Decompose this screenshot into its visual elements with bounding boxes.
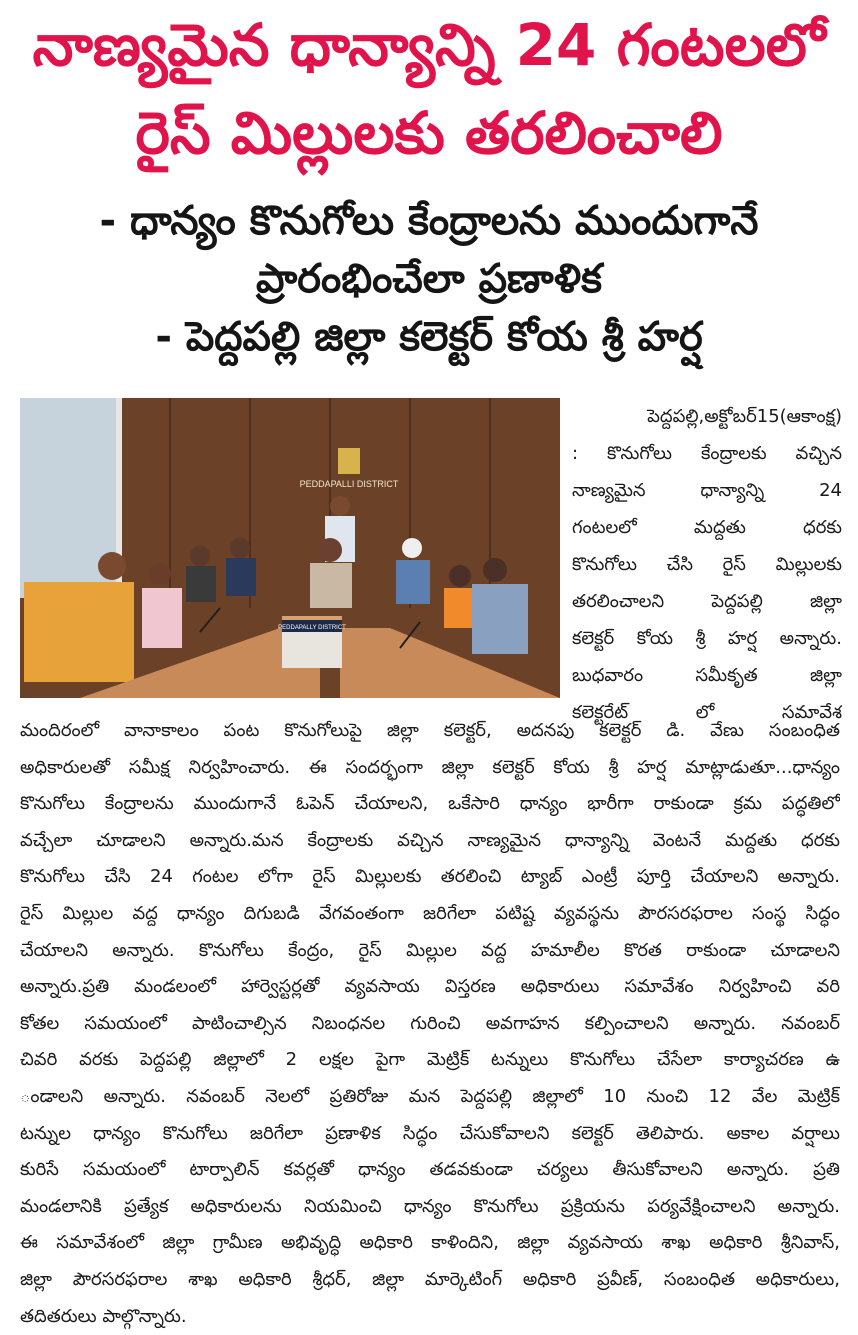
text-line-last: తదితరులు పాల్గొన్నారు. bbox=[20, 1299, 840, 1335]
text-line: మండలానికి ప్రత్యేక అధికారులను నియమించి ధాన్యం కొనుగోలు ప్రక్రియను పర్యవేక్షించాలని అన్నారు. bbox=[20, 1189, 840, 1226]
text-line: గంటలలో మద్దతు ధరకు bbox=[572, 509, 842, 546]
text-line: ండాలని అన్నారు. నవంబర్ నెలలో ప్రతిరోజు మన పెద్దపల్లి జిల్లాలో 10 నుంచి 12 వేల మెట్రిక్ bbox=[20, 1079, 840, 1116]
subheading-1: - ధాన్యం కొనుగోలు కేంద్రాలను ముందుగానే bbox=[0, 201, 858, 241]
text-line: చివరి వరకు పెద్దపల్లి జిల్లాలో 2 లక్షల పైగా మెట్రిక్ టన్నులు కొనుగోలు చేసేలా కార్యాచరణ ఉ bbox=[20, 1042, 840, 1079]
text-line: కురిసే సమయంలో టార్పాలిన్ కవర్లతో ధాన్యం తడవకుండా చర్యలు తీసుకోవాలని అన్నారు. ప్రతి bbox=[20, 1152, 840, 1189]
text-line: కలెక్టరేట్ లో సమావేశ bbox=[572, 694, 842, 731]
text-line: వచ్చేలా చూడాలని అన్నారు.మన కేంద్రాలకు వచ్చిన నాణ్యమైన ధాన్యాన్ని వెంటనే మద్దతు ధరకు bbox=[20, 823, 840, 860]
text-line: : కొనుగోలు కేంద్రాలకు వచ్చిన bbox=[572, 435, 842, 472]
desk-sign: PEDDAPALLY DISTRICT bbox=[278, 625, 346, 631]
text-line: ఈ సమావేశంలో జిల్లా గ్రామీణ అభివృద్ధి అధికారి కాళిందిని, జిల్లా వ్యవసాయ శాఖ అధికారి శ్రీనివాస్, bbox=[20, 1225, 840, 1262]
wall-sign: PEDDAPALLI DISTRICT bbox=[300, 479, 399, 489]
text-line: మందిరంలో వానాకాలం పంట కొనుగోలుపై జిల్లా కలెక్టర్, అదనపు కలెక్టర్ డి. వేణు సంబంధిత bbox=[20, 713, 840, 750]
dateline: పెద్దపల్లి,అక్టోబర్15(ఆకాంక్ష) bbox=[572, 398, 842, 435]
text-line: కొనుగోలు చేసి 24 గంటల లోగా రైస్ మిల్లులకు తరలించి ట్యాబ్ ఎంట్రీ పూర్తి చేయాలని అన్నారు. bbox=[20, 859, 840, 896]
text-line: జిల్లా పౌరసరఫరాల శాఖ అధికారి శ్రీధర్, జిల్లా మార్కెటింగ్ అధికారి ప్రవీణ్, సంబంధిత అధికారులు, bbox=[20, 1262, 840, 1299]
text-line: కొనుగోలు కేంద్రాలను ముందుగానే ఓపెన్ చేయాలని, ఒకేసారి ధాన్యం భారీగా రాకుండా క్రమ పద్ధతిలో bbox=[20, 786, 840, 823]
text-line: తరలించాలని పెద్దపల్లి జిల్లా bbox=[572, 583, 842, 620]
headline-line-2: రైస్ మిల్లులకు తరలించాలి bbox=[0, 104, 858, 162]
headline-line-1: నాణ్యమైన ధాన్యాన్ని 24 గంటలలో bbox=[0, 16, 858, 74]
article-intro-column bbox=[572, 398, 842, 731]
text-line: కోతల సమయంలో పాటించాల్సిన నిబంధనల గురించి అవగాహన కల్పించాలని అన్నారు. నవంబర్ bbox=[20, 1006, 840, 1043]
subheading-3: - పెద్దపల్లి జిల్లా కలెక్టర్ కోయ శ్రీ హర్ష bbox=[0, 317, 858, 357]
text-line: చేయాలని అన్నారు. కొనుగోలు కేంద్రం, రైస్ మిల్లుల వద్ద హమాలీల కొరత రాకుండా చూడాలని bbox=[20, 933, 840, 970]
text-line: అన్నారు.ప్రతి మండలంలో హార్వెస్టర్లతో వ్యవసాయ విస్తరణ అధికారులు సమావేశం నిర్వహించి వరి bbox=[20, 969, 840, 1006]
subheading-2: ప్రారంభించేలా ప్రణాళిక bbox=[0, 259, 858, 299]
meeting-photo-illustration bbox=[20, 398, 560, 698]
text-line: బుధవారం సమీకృత జిల్లా bbox=[572, 657, 842, 694]
meeting-photo bbox=[20, 398, 560, 698]
text-line: కొనుగోలు చేసి రైస్ మిల్లులకు bbox=[572, 546, 842, 583]
article-body bbox=[20, 713, 840, 1335]
emblem-icon bbox=[338, 448, 360, 474]
text-line: నాణ్యమైన ధాన్యాన్ని 24 bbox=[572, 472, 842, 509]
text-line: కలెక్టర్ కోయ శ్రీ హర్ష అన్నారు. bbox=[572, 620, 842, 657]
text-line: రైస్ మిల్లుల వద్ద ధాన్యం దిగుబడి వేగవంతంగా జరిగేలా పటిష్ట వ్యవస్థను పౌరసరఫరాల సంస్థ సిద్ధం bbox=[20, 896, 840, 933]
text-line: అధికారులతో సమీక్ష నిర్వహించారు. ఈ సందర్భంగా జిల్లా కలెక్టర్ కోయ శ్రీ హర్ష మాట్లాడుతూ...ధాన్యం bbox=[20, 750, 840, 787]
text-line: టన్నుల ధాన్యం కొనుగోలు జరిగేలా ప్రణాళిక సిద్ధం చేసుకోవాలని కలెక్టర్ తెలిపారు. అకాల వర్షాలు bbox=[20, 1116, 840, 1153]
